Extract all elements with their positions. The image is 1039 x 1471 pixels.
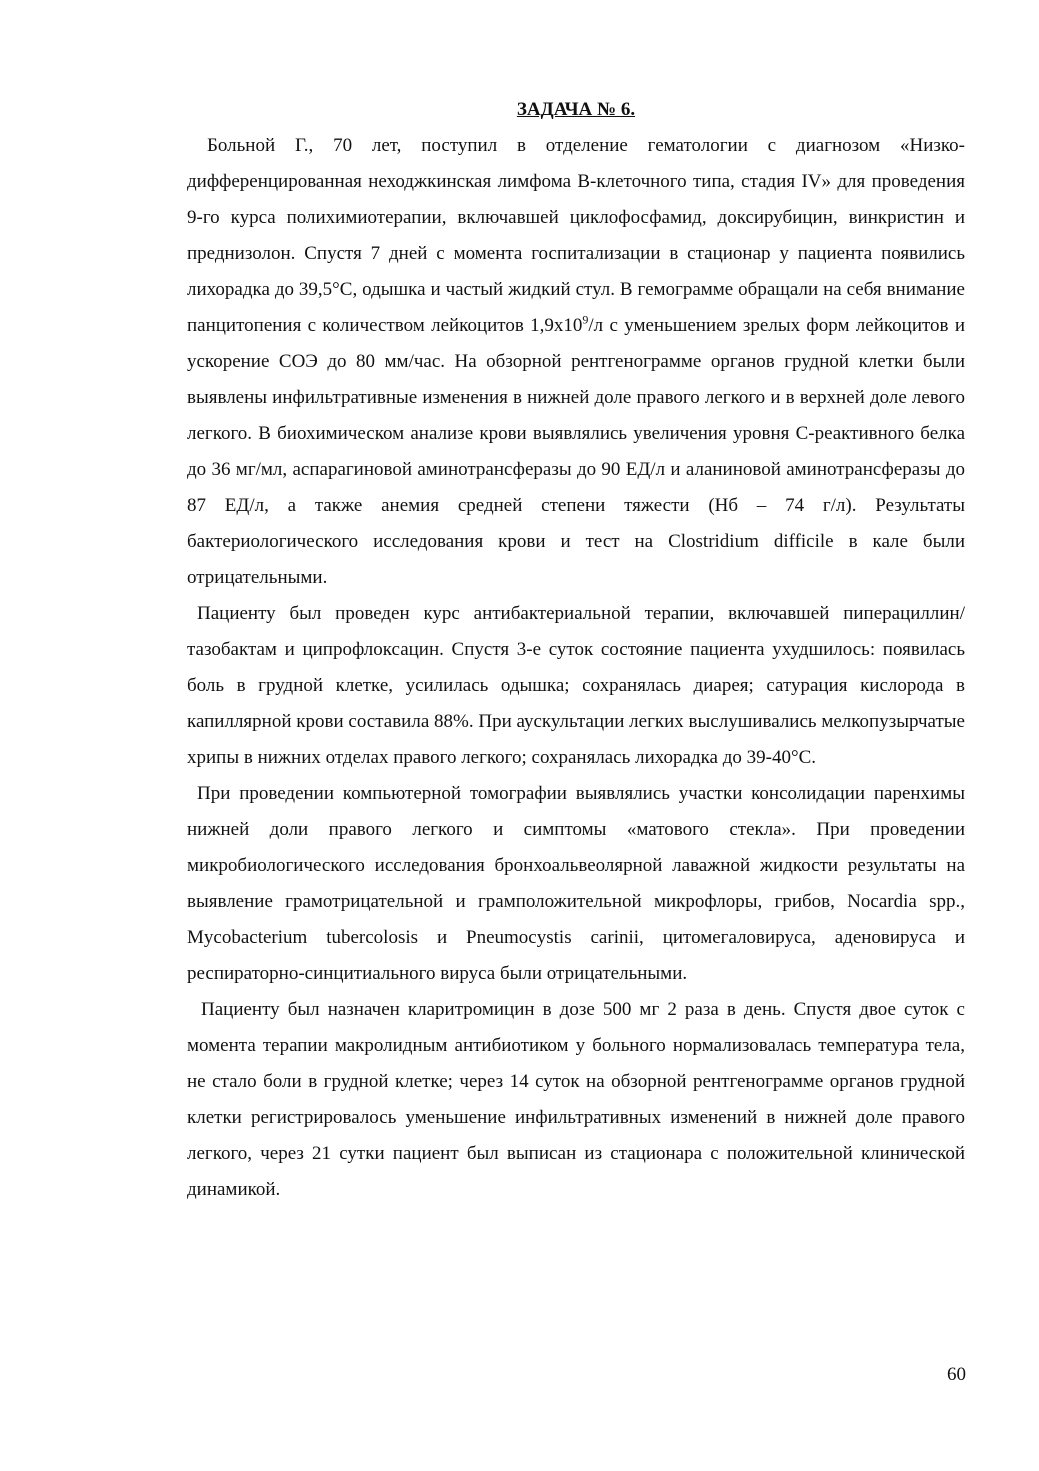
paragraph-antibacterial-therapy: Пациенту был проведен курс антибактериальной терапии, включавшей пиперациллин/тазобактам и ципрофлоксацин. Спустя 3-е суток состояние пациента ухудшилось: появилась боль в грудной клетке, усилилась одышка; сохранялась диарея; сатурация кислорода в капиллярной крови составила 88%. При аускультации легких выслушивались мелкопузырчатые хрипы в нижних отделах правого легкого; сохранялась лихорадка до 39-40°С. (187, 603, 965, 768)
paragraph-text: /л с уменьшением зрелых форм лейкоцитов и ускорение СОЭ до 80 мм/час. На обзорной рентгенограмме органов грудной клетки были выявлены инфильтративные изменения в нижней доле правого легкого и в верхней доле левого легкого. В биохимическом анализе крови выявлялись увеличения уровня С-реактивного белка до 36 мг/мл, аспарагиновой аминотрансферазы до 90 ЕД/л и аланиновой аминотрансферазы до 87 ЕД/л, а также анемия средней степени тяжести (Нб – 74 г/л). Результаты бактериологического исследования крови и тест на Clostridium difficile в кале были отрицательными. (187, 315, 965, 588)
document-page (187, 97, 965, 1208)
page-number: 60 (947, 1364, 966, 1385)
paragraph-ct-findings: При проведении компьютерной томографии выявлялись участки консолидации паренхимы нижней доли правого легкого и симптомы «матового стекла». При проведении микробиологического исследования бронхоальвеолярной лаважной жидкости результаты на выявление грамотрицательной и грамположительной микрофлоры, грибов, Nocardia spp., Mycobacterium tubercolosis и Pneumocystis carinii, цитомегаловируса, аденовируса и респираторно-синцитиального вируса были отрицательными. (187, 783, 965, 984)
paragraph-text: Больной Г., 70 лет, поступил в отделение гематологии с диагнозом «Низко-дифференцированная неходжкинская лимфома В-клеточного типа, стадия IV» для проведения 9-го курса полихимиотерапии, включавшей циклофосфамид, доксирубицин, винкристин и преднизолон. Спустя 7 дней с момента госпитализации в стационар у пациента появились лихорадка до 39,5°С, одышка и частый жидкий стул. В гемограмме обращали на себя внимание панцитопения с количеством лейкоцитов 1,9х10 (187, 135, 965, 336)
paragraph-outcome: Пациенту был назначен кларитромицин в дозе 500 мг 2 раза в день. Спустя двое суток с момента терапии макролидным антибиотиком у больного нормализовалась температура тела, не стало боли в грудной клетке; через 14 суток на обзорной рентгенограмме органов грудной клетки регистрировалось уменьшение инфильтративных изменений в нижней доле правого легкого, через 21 сутки пациент был выписан из стационара с положительной клинической динамикой. (187, 999, 965, 1200)
superscript-exponent: 9 (582, 312, 589, 327)
paragraph-case-presentation (187, 128, 965, 596)
task-title: ЗАДАЧА № 6. (516, 99, 636, 120)
